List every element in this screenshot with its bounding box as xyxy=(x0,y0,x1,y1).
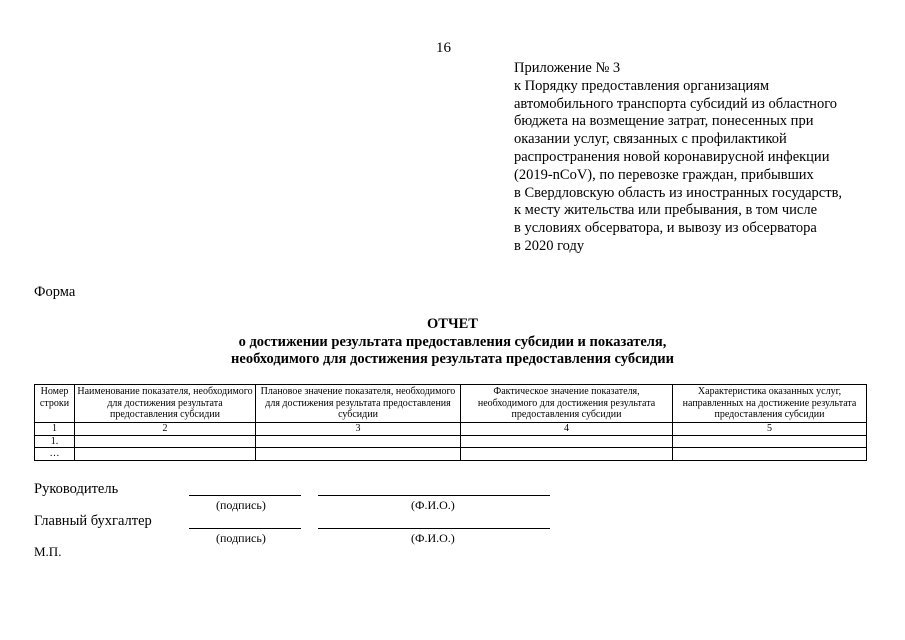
column-number: 2 xyxy=(75,423,256,436)
stamp-placeholder: М.П. xyxy=(34,544,62,559)
appendix-line: к Порядку предоставления организациям xyxy=(514,77,770,94)
appendix-line: распространения новой коронавирусной инфекции xyxy=(514,148,830,165)
table-row xyxy=(35,448,867,461)
column-number: 3 xyxy=(256,423,461,436)
head-signature-line xyxy=(189,495,301,496)
table-cell: 1. xyxy=(35,435,75,448)
table-cell xyxy=(75,448,256,461)
report-title xyxy=(0,316,905,369)
page-number: 16 xyxy=(436,40,451,56)
head-name-caption: (Ф.И.О.) xyxy=(411,498,455,512)
table-row xyxy=(35,435,867,448)
accountant-name-line xyxy=(318,528,550,529)
title-line-3: необходимого для достижения результата предоставления субсидии xyxy=(231,351,674,367)
col-header-indicator-name: Наименование показателя, необходимого для достижения результата предоставления субсидии xyxy=(75,385,256,423)
appendix-line: оказании услуг, связанных с профилактикой xyxy=(514,131,787,148)
table-cell xyxy=(256,435,461,448)
accountant-signature-line xyxy=(189,528,301,529)
table-header-row xyxy=(35,385,867,423)
appendix-line: автомобильного транспорта субсидий из областного xyxy=(514,95,838,112)
head-signature-caption: (подпись) xyxy=(216,498,266,512)
appendix-line: Приложение № 3 xyxy=(514,60,621,76)
table-cell xyxy=(673,435,867,448)
appendix-line: в 2020 году xyxy=(514,237,585,254)
appendix-header xyxy=(514,60,894,256)
column-number: 5 xyxy=(673,423,867,436)
accountant-label: Главный бухгалтер xyxy=(34,513,152,529)
form-label: Форма xyxy=(34,284,76,300)
table-cell xyxy=(75,435,256,448)
report-table xyxy=(34,384,867,461)
col-header-actual-value: Фактическое значение показателя, необходимого для достижения результата предоставления субсидии xyxy=(461,385,673,423)
column-number-row xyxy=(35,423,867,436)
appendix-line: в Свердловскую область из иностранных государств, xyxy=(514,184,843,201)
appendix-line: в условиях обсерватора, и вывозу из обсерватора xyxy=(514,220,817,237)
appendix-line: (2019-nCoV), по перевозке граждан, прибывших xyxy=(514,166,814,183)
appendix-line: бюджета на возмещение затрат, понесенных при xyxy=(514,113,814,130)
col-header-row-number: Номер строки xyxy=(35,385,75,423)
appendix-line: к месту жительства или пребывания, в том числе xyxy=(514,202,818,219)
table-cell xyxy=(256,448,461,461)
head-label: Руководитель xyxy=(34,481,119,497)
table-cell xyxy=(461,435,673,448)
column-number: 1 xyxy=(35,423,75,436)
col-header-planned-value: Плановое значение показателя, необходимого для достижения результата предоставления субсидии xyxy=(256,385,461,423)
title-main: ОТЧЕТ xyxy=(427,316,478,332)
col-header-service-characteristics: Характеристика оказанных услуг, направленных на достижение результата предоставления субсидии xyxy=(673,385,867,423)
table-cell xyxy=(461,448,673,461)
accountant-name-caption: (Ф.И.О.) xyxy=(411,531,455,545)
column-number: 4 xyxy=(461,423,673,436)
accountant-signature-caption: (подпись) xyxy=(216,531,266,545)
title-line-2: о достижении результата предоставления субсидии и показателя, xyxy=(238,333,667,350)
table-cell: … xyxy=(35,448,75,461)
table-cell xyxy=(673,448,867,461)
head-name-line xyxy=(318,495,550,496)
